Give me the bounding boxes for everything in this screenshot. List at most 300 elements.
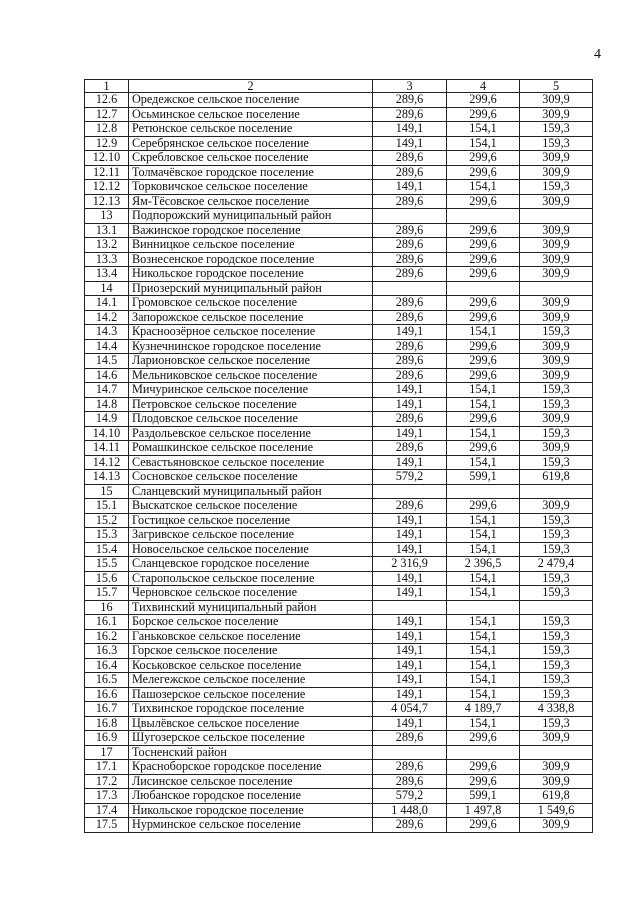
municipality-name: Ганьковское сельское поселение (129, 629, 373, 644)
value-col-5: 4 338,8 (520, 702, 593, 717)
row-number: 13.3 (85, 252, 129, 267)
table-row (85, 803, 593, 818)
value-col-4: 154,1 (447, 673, 520, 688)
table-row (85, 441, 593, 456)
municipality-name: Сланцевский муниципальный район (129, 484, 373, 499)
table-row (85, 397, 593, 412)
table-row (85, 267, 593, 282)
value-col-3: 579,2 (373, 789, 447, 804)
table-row (85, 629, 593, 644)
value-col-3: 289,6 (373, 151, 447, 166)
municipality-name: Запорожское сельское поселение (129, 310, 373, 325)
value-col-5: 159,3 (520, 122, 593, 137)
value-col-5: 619,8 (520, 789, 593, 804)
value-col-3: 289,6 (373, 368, 447, 383)
municipality-name: Громовское сельское поселение (129, 296, 373, 311)
value-col-4: 299,6 (447, 760, 520, 775)
value-col-4: 299,6 (447, 499, 520, 514)
row-number: 14.7 (85, 383, 129, 398)
value-col-3: 149,1 (373, 687, 447, 702)
municipality-name: Сланцевское городское поселение (129, 557, 373, 572)
municipality-name: Плодовское сельское поселение (129, 412, 373, 427)
row-number: 15.1 (85, 499, 129, 514)
municipality-name: Ромашкинское сельское поселение (129, 441, 373, 456)
table-row (85, 325, 593, 340)
value-col-5: 159,3 (520, 687, 593, 702)
value-col-5: 309,9 (520, 368, 593, 383)
municipality-name: Винницкое сельское поселение (129, 238, 373, 253)
row-number: 16.4 (85, 658, 129, 673)
value-col-4: 154,1 (447, 542, 520, 557)
value-col-3: 289,6 (373, 760, 447, 775)
value-col-4: 154,1 (447, 528, 520, 543)
value-col-3: 289,6 (373, 499, 447, 514)
value-col-3: 289,6 (373, 296, 447, 311)
value-col-3: 149,1 (373, 716, 447, 731)
value-col-3: 289,6 (373, 267, 447, 282)
table-body (85, 80, 593, 833)
value-col-5: 159,3 (520, 542, 593, 557)
value-col-5: 309,9 (520, 151, 593, 166)
row-number: 14.2 (85, 310, 129, 325)
value-col-4: 299,6 (447, 412, 520, 427)
row-number: 15.7 (85, 586, 129, 601)
municipality-name: Мелегежское сельское поселение (129, 673, 373, 688)
table-row (85, 557, 593, 572)
value-col-4: 154,1 (447, 716, 520, 731)
value-col-5: 309,9 (520, 774, 593, 789)
row-number: 17.5 (85, 818, 129, 833)
value-col-4: 299,6 (447, 267, 520, 282)
value-col-3: 289,6 (373, 339, 447, 354)
municipality-name: Серебрянское сельское поселение (129, 136, 373, 151)
value-col-5: 159,3 (520, 455, 593, 470)
value-col-3: 149,1 (373, 513, 447, 528)
municipality-name: Торковичское сельское поселение (129, 180, 373, 195)
value-col-5 (520, 484, 593, 499)
value-col-3: 149,1 (373, 586, 447, 601)
municipality-name: Тихвинское городское поселение (129, 702, 373, 717)
value-col-5: 619,8 (520, 470, 593, 485)
value-col-3: 289,6 (373, 354, 447, 369)
value-col-4: 154,1 (447, 397, 520, 412)
table-row (85, 731, 593, 746)
value-col-5: 309,9 (520, 107, 593, 122)
row-number: 15.3 (85, 528, 129, 543)
table-row (85, 296, 593, 311)
value-col-5: 309,9 (520, 93, 593, 108)
value-col-4: 154,1 (447, 136, 520, 151)
row-number: 13.2 (85, 238, 129, 253)
value-col-4: 154,1 (447, 571, 520, 586)
value-col-5: 159,3 (520, 513, 593, 528)
value-col-4: 154,1 (447, 615, 520, 630)
row-number: 12.6 (85, 93, 129, 108)
value-col-3: 289,6 (373, 223, 447, 238)
row-number: 13.4 (85, 267, 129, 282)
value-col-4: 299,6 (447, 151, 520, 166)
value-col-5: 309,9 (520, 441, 593, 456)
value-col-4: 299,6 (447, 354, 520, 369)
value-col-4: 2 396,5 (447, 557, 520, 572)
value-col-5: 159,3 (520, 180, 593, 195)
row-number: 16.8 (85, 716, 129, 731)
table-row (85, 528, 593, 543)
municipality-name: Ям-Тёсовское сельское поселение (129, 194, 373, 209)
municipality-name: Цвылёвское сельское поселение (129, 716, 373, 731)
row-number: 14.8 (85, 397, 129, 412)
table-row (85, 789, 593, 804)
table-row (85, 745, 593, 760)
value-col-5: 159,3 (520, 644, 593, 659)
value-col-5: 309,9 (520, 165, 593, 180)
value-col-4: 299,6 (447, 818, 520, 833)
row-number: 17.2 (85, 774, 129, 789)
municipality-name: Оредежское сельское поселение (129, 93, 373, 108)
row-number: 14.5 (85, 354, 129, 369)
row-number: 16 (85, 600, 129, 615)
value-col-4: 154,1 (447, 180, 520, 195)
row-number: 17.4 (85, 803, 129, 818)
value-col-4: 154,1 (447, 644, 520, 659)
value-col-4: 299,6 (447, 310, 520, 325)
value-col-4: 4 189,7 (447, 702, 520, 717)
header-cell-3: 3 (373, 80, 447, 93)
row-number: 15 (85, 484, 129, 499)
table-row (85, 542, 593, 557)
value-col-4: 154,1 (447, 325, 520, 340)
table-row (85, 687, 593, 702)
table-row (85, 339, 593, 354)
value-col-5: 309,9 (520, 238, 593, 253)
table-row (85, 760, 593, 775)
row-number: 12.10 (85, 151, 129, 166)
value-col-5: 309,9 (520, 499, 593, 514)
table-row (85, 484, 593, 499)
table-row (85, 600, 593, 615)
value-col-3 (373, 281, 447, 296)
value-col-5: 309,9 (520, 760, 593, 775)
row-number: 15.5 (85, 557, 129, 572)
value-col-3: 289,6 (373, 93, 447, 108)
row-number: 13.1 (85, 223, 129, 238)
value-col-3: 289,6 (373, 194, 447, 209)
row-number: 17 (85, 745, 129, 760)
municipality-name: Ретюнское сельское поселение (129, 122, 373, 137)
row-number: 17.3 (85, 789, 129, 804)
table-row (85, 513, 593, 528)
table-row (85, 586, 593, 601)
value-col-3: 289,6 (373, 441, 447, 456)
value-col-3: 149,1 (373, 122, 447, 137)
table-row (85, 412, 593, 427)
table-row (85, 818, 593, 833)
table-row (85, 455, 593, 470)
value-col-4: 154,1 (447, 455, 520, 470)
municipality-name: Черновское сельское поселение (129, 586, 373, 601)
value-col-5: 159,3 (520, 673, 593, 688)
row-number: 15.4 (85, 542, 129, 557)
row-number: 14.11 (85, 441, 129, 456)
value-col-3: 149,1 (373, 383, 447, 398)
value-col-5: 309,9 (520, 194, 593, 209)
municipality-name: Сосновское сельское поселение (129, 470, 373, 485)
table-row (85, 107, 593, 122)
value-col-4: 1 497,8 (447, 803, 520, 818)
value-col-4: 299,6 (447, 165, 520, 180)
row-number: 14.13 (85, 470, 129, 485)
table-row (85, 310, 593, 325)
value-col-4: 299,6 (447, 223, 520, 238)
value-col-3: 4 054,7 (373, 702, 447, 717)
header-cell-2: 2 (129, 80, 373, 93)
row-number: 12.8 (85, 122, 129, 137)
row-number: 14.4 (85, 339, 129, 354)
row-number: 14 (85, 281, 129, 296)
table-header-row (85, 80, 593, 93)
value-col-4: 299,6 (447, 107, 520, 122)
value-col-5 (520, 745, 593, 760)
allocation-table (84, 79, 593, 833)
municipality-name: Скребловское сельское поселение (129, 151, 373, 166)
municipality-name: Мельниковское сельское поселение (129, 368, 373, 383)
value-col-5: 2 479,4 (520, 557, 593, 572)
header-cell-1: 1 (85, 80, 129, 93)
value-col-3 (373, 484, 447, 499)
value-col-4: 299,6 (447, 238, 520, 253)
value-col-4 (447, 209, 520, 224)
municipality-name: Петровское сельское поселение (129, 397, 373, 412)
value-col-5: 309,9 (520, 818, 593, 833)
row-number: 14.3 (85, 325, 129, 340)
municipality-name: Кузнечнинское городское поселение (129, 339, 373, 354)
row-number: 17.1 (85, 760, 129, 775)
value-col-3: 149,1 (373, 571, 447, 586)
municipality-name: Раздольевское сельское поселение (129, 426, 373, 441)
table-row (85, 470, 593, 485)
value-col-3: 149,1 (373, 644, 447, 659)
row-number: 16.7 (85, 702, 129, 717)
row-number: 14.9 (85, 412, 129, 427)
value-col-5: 309,9 (520, 354, 593, 369)
row-number: 12.9 (85, 136, 129, 151)
table-row (85, 499, 593, 514)
municipality-name: Борское сельское поселение (129, 615, 373, 630)
value-col-5: 159,3 (520, 586, 593, 601)
table-row (85, 658, 593, 673)
value-col-5 (520, 281, 593, 296)
value-col-4: 299,6 (447, 774, 520, 789)
table-row (85, 774, 593, 789)
row-number: 13 (85, 209, 129, 224)
municipality-name: Горское сельское поселение (129, 644, 373, 659)
value-col-4 (447, 745, 520, 760)
municipality-name: Вознесенское городское поселение (129, 252, 373, 267)
value-col-4: 154,1 (447, 426, 520, 441)
table-row (85, 354, 593, 369)
value-col-4: 299,6 (447, 368, 520, 383)
municipality-name: Осьминское сельское поселение (129, 107, 373, 122)
value-col-5: 309,9 (520, 339, 593, 354)
row-number: 14.1 (85, 296, 129, 311)
table-row (85, 238, 593, 253)
municipality-name: Ларионовское сельское поселение (129, 354, 373, 369)
value-col-4: 154,1 (447, 629, 520, 644)
value-col-3: 1 448,0 (373, 803, 447, 818)
value-col-3: 289,6 (373, 731, 447, 746)
value-col-5: 159,3 (520, 397, 593, 412)
value-col-5: 159,3 (520, 629, 593, 644)
value-col-3: 149,1 (373, 528, 447, 543)
value-col-4: 154,1 (447, 383, 520, 398)
table-row (85, 716, 593, 731)
row-number: 12.13 (85, 194, 129, 209)
value-col-5: 309,9 (520, 296, 593, 311)
value-col-5: 159,3 (520, 325, 593, 340)
table-row (85, 383, 593, 398)
municipality-name: Толмачёвское городское поселение (129, 165, 373, 180)
municipality-name: Старопольское сельское поселение (129, 571, 373, 586)
row-number: 16.9 (85, 731, 129, 746)
value-col-5: 159,3 (520, 615, 593, 630)
value-col-5 (520, 209, 593, 224)
row-number: 15.6 (85, 571, 129, 586)
municipality-name: Лисинское сельское поселение (129, 774, 373, 789)
page-number: 4 (594, 47, 601, 62)
value-col-5: 159,3 (520, 426, 593, 441)
row-number: 16.1 (85, 615, 129, 630)
municipality-name: Пашозерское сельское поселение (129, 687, 373, 702)
municipality-name: Любанское городское поселение (129, 789, 373, 804)
municipality-name: Приозерский муниципальный район (129, 281, 373, 296)
municipality-name: Подпорожский муниципальный район (129, 209, 373, 224)
municipality-name: Красноозёрное сельское поселение (129, 325, 373, 340)
value-col-5: 309,9 (520, 731, 593, 746)
table-row (85, 571, 593, 586)
municipality-name: Севастьяновское сельское поселение (129, 455, 373, 470)
value-col-5: 309,9 (520, 252, 593, 267)
value-col-5: 159,3 (520, 716, 593, 731)
value-col-3: 149,1 (373, 542, 447, 557)
table-row (85, 702, 593, 717)
value-col-4: 299,6 (447, 296, 520, 311)
table-row (85, 122, 593, 137)
municipality-name: Мичуринское сельское поселение (129, 383, 373, 398)
row-number: 16.6 (85, 687, 129, 702)
value-col-4: 299,6 (447, 93, 520, 108)
value-col-3: 149,1 (373, 180, 447, 195)
row-number: 12.11 (85, 165, 129, 180)
value-col-3 (373, 209, 447, 224)
value-col-4: 299,6 (447, 252, 520, 267)
value-col-3: 149,1 (373, 673, 447, 688)
table-row (85, 223, 593, 238)
row-number: 15.2 (85, 513, 129, 528)
municipality-name: Шугозерское сельское поселение (129, 731, 373, 746)
municipality-name: Никольское городское поселение (129, 267, 373, 282)
value-col-3: 149,1 (373, 136, 447, 151)
value-col-3: 289,6 (373, 818, 447, 833)
value-col-5: 309,9 (520, 412, 593, 427)
value-col-4: 299,6 (447, 441, 520, 456)
municipality-name: Красноборское городское поселение (129, 760, 373, 775)
row-number: 12.12 (85, 180, 129, 195)
table-row (85, 151, 593, 166)
municipality-name: Тосненский район (129, 745, 373, 760)
table-row (85, 194, 593, 209)
municipality-name: Загривское сельское поселение (129, 528, 373, 543)
municipality-name: Тихвинский муниципальный район (129, 600, 373, 615)
value-col-3: 149,1 (373, 426, 447, 441)
municipality-name: Коськовское сельское поселение (129, 658, 373, 673)
value-col-5: 159,3 (520, 658, 593, 673)
value-col-4 (447, 600, 520, 615)
table-row (85, 180, 593, 195)
value-col-3: 289,6 (373, 412, 447, 427)
value-col-3: 149,1 (373, 325, 447, 340)
table-row (85, 426, 593, 441)
table-row (85, 615, 593, 630)
value-col-3: 289,6 (373, 238, 447, 253)
value-col-3: 149,1 (373, 629, 447, 644)
value-col-5: 159,3 (520, 383, 593, 398)
row-number: 14.6 (85, 368, 129, 383)
value-col-3 (373, 745, 447, 760)
row-number: 16.2 (85, 629, 129, 644)
value-col-3: 289,6 (373, 252, 447, 267)
municipality-name: Нурминское сельское поселение (129, 818, 373, 833)
value-col-3: 2 316,9 (373, 557, 447, 572)
table-row (85, 281, 593, 296)
value-col-4: 154,1 (447, 658, 520, 673)
value-col-5: 159,3 (520, 571, 593, 586)
row-number: 16.5 (85, 673, 129, 688)
value-col-3: 149,1 (373, 615, 447, 630)
value-col-3: 289,6 (373, 107, 447, 122)
table-row (85, 136, 593, 151)
value-col-3: 579,2 (373, 470, 447, 485)
value-col-4: 154,1 (447, 122, 520, 137)
table-row (85, 368, 593, 383)
table-row (85, 252, 593, 267)
value-col-4: 299,6 (447, 194, 520, 209)
value-col-5: 159,3 (520, 136, 593, 151)
value-col-4 (447, 484, 520, 499)
row-number: 14.10 (85, 426, 129, 441)
value-col-5 (520, 600, 593, 615)
table-row (85, 673, 593, 688)
value-col-5: 309,9 (520, 267, 593, 282)
municipality-name: Гостицкое сельское поселение (129, 513, 373, 528)
value-col-4: 154,1 (447, 513, 520, 528)
value-col-5: 159,3 (520, 528, 593, 543)
value-col-3: 149,1 (373, 658, 447, 673)
row-number: 16.3 (85, 644, 129, 659)
value-col-4: 154,1 (447, 687, 520, 702)
row-number: 14.12 (85, 455, 129, 470)
value-col-4: 599,1 (447, 470, 520, 485)
row-number: 12.7 (85, 107, 129, 122)
table-row (85, 165, 593, 180)
value-col-4: 599,1 (447, 789, 520, 804)
value-col-3: 289,6 (373, 165, 447, 180)
value-col-3: 149,1 (373, 455, 447, 470)
value-col-5: 309,9 (520, 223, 593, 238)
value-col-4 (447, 281, 520, 296)
header-cell-4: 4 (447, 80, 520, 93)
value-col-4: 154,1 (447, 586, 520, 601)
value-col-5: 309,9 (520, 310, 593, 325)
